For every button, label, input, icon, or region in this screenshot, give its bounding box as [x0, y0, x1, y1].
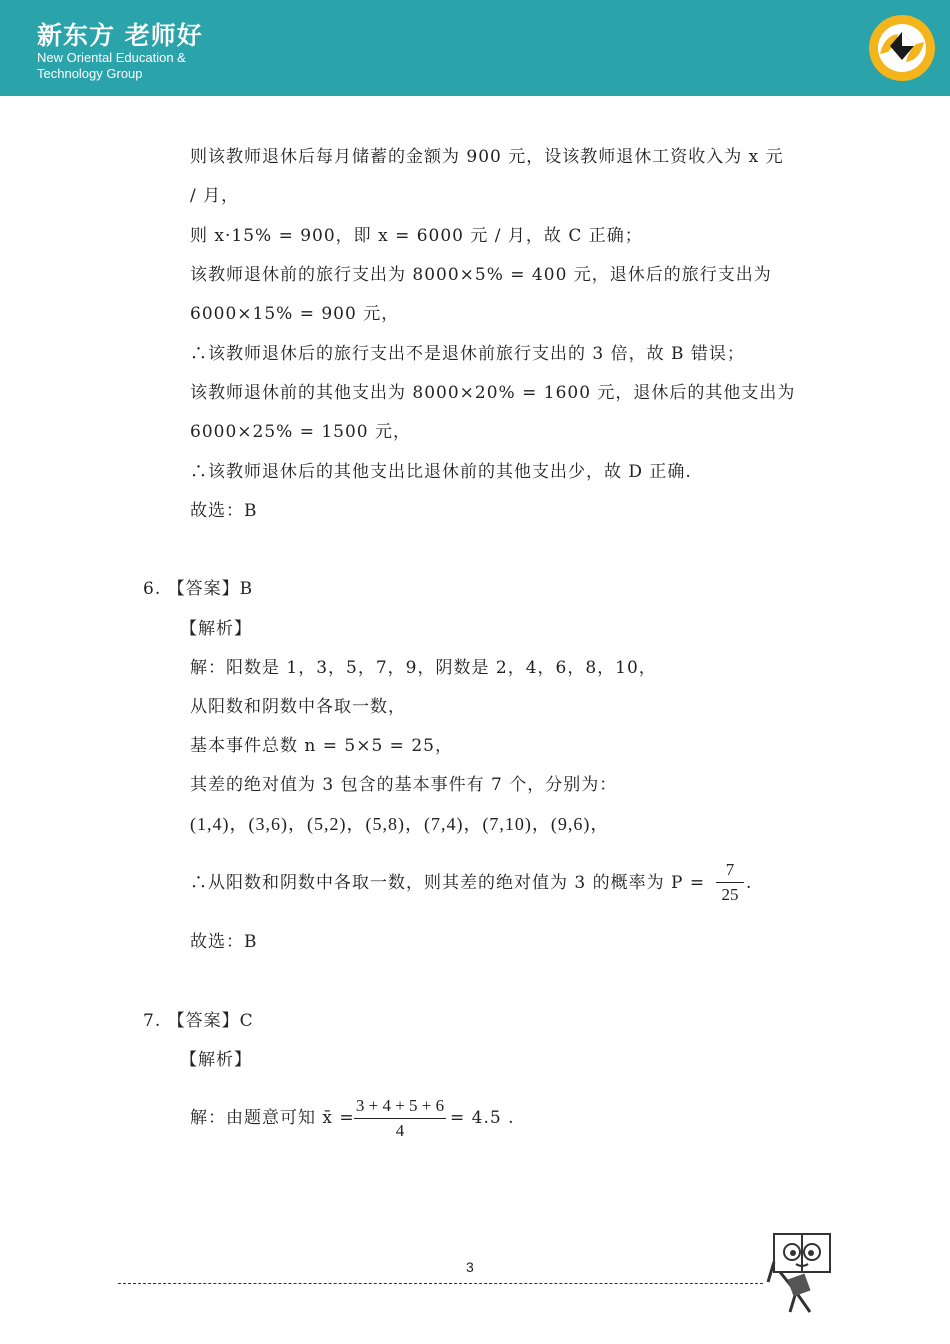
q6-line-4: 其差的绝对值为 3 包含的基本事件有 7 个，分别为： [190, 775, 618, 795]
q5-choice: 故选：B [190, 501, 258, 521]
q5-line-3: 则 x·15% = 900，即 x = 6000 元 / 月，故 C 正确； [190, 226, 643, 246]
q6-probability-fraction [716, 860, 744, 905]
fraction-bar [716, 882, 744, 883]
q6-line-1: 解：阳数是 1，3，5，7，9，阴数是 2，4，6，8，10， [190, 658, 657, 678]
q5-line-6: ∴该教师退休后的旅行支出不是退休前旅行支出的 3 倍，故 B 错误； [190, 344, 745, 364]
q6-frac-numerator: 7 [725, 860, 735, 879]
q5-line-2: / 月， [190, 186, 240, 206]
q6-line-3: 基本事件总数 n = 5×5 = 25， [190, 736, 453, 756]
new-oriental-logo-icon [868, 14, 936, 82]
q6-answer: 6. 【答案】B [143, 579, 254, 599]
q5-line-1: 则该教师退休后每月储蓄的金额为 900 元，设该教师退休工资收入为 x 元 [190, 147, 784, 167]
q5-line-4: 该教师退休前的旅行支出为 8000×5% = 400 元，退休后的旅行支出为 [190, 265, 772, 285]
q6-frac-denominator: 25 [721, 885, 739, 904]
q5-line-9: ∴该教师退休后的其他支出比退休前的其他支出少，故 D 正确. [190, 462, 692, 482]
brand-name-en [37, 50, 186, 82]
page-number: 3 [466, 1259, 474, 1275]
q7-line-1: 解：由题意可知 x̄ = [190, 1108, 355, 1128]
q6-analysis-heading: 【解析】 [180, 619, 252, 639]
q5-line-7: 该教师退休前的其他支出为 8000×20% = 1600 元，退休后的其他支出为 [190, 383, 796, 403]
q7-frac-numerator: 3 + 4 + 5 + 6 [355, 1096, 445, 1115]
q7-line-1-end: = 4.5 . [450, 1108, 515, 1128]
q7-frac-denominator: 4 [395, 1121, 405, 1140]
q6-choice: 故选：B [190, 932, 258, 952]
q6-line-6-end: . [746, 873, 753, 893]
q6-line-2: 从阳数和阴数中各取一数， [190, 697, 406, 717]
q5-line-5: 6000×15% = 900 元， [190, 304, 400, 324]
brand-en-line2: Technology Group [37, 66, 143, 81]
q7-analysis-heading: 【解析】 [180, 1050, 252, 1070]
q7-mean-fraction [354, 1096, 446, 1141]
q6-line-6: ∴从阳数和阴数中各取一数，则其差的绝对值为 3 的概率为 P = [190, 873, 706, 893]
q7-answer: 7. 【答案】C [143, 1011, 254, 1031]
fraction-bar [354, 1118, 446, 1119]
q6-pairs-list: (1,4)，(3,6)，(5,2)，(5,8)，(7,4)，(7,10)，(9,6)， [190, 814, 610, 834]
q5-line-8: 6000×25% = 1500 元， [190, 422, 412, 442]
footer-dashed-divider [118, 1283, 763, 1284]
page-header [0, 0, 950, 96]
brand-en-line1: New Oriental Education & [37, 50, 186, 65]
brand-name-cn: 新东方 老师好 [37, 21, 203, 50]
book-mascot-icon [766, 1232, 836, 1316]
